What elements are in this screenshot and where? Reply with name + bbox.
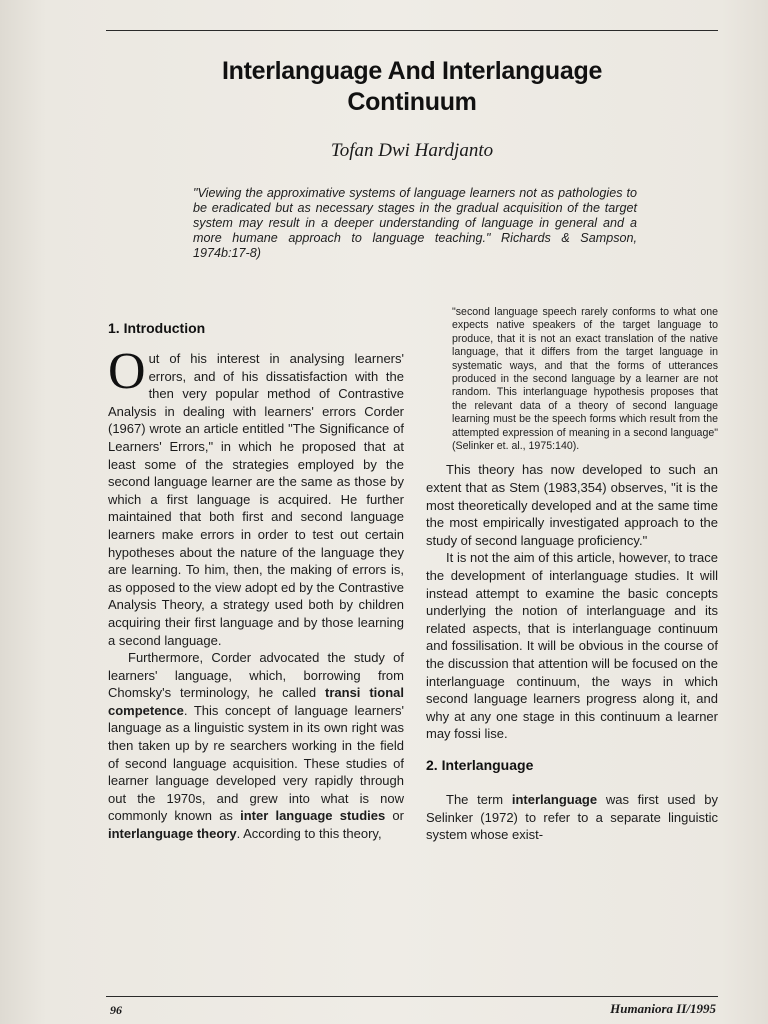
drop-cap: O	[108, 343, 146, 400]
right-paragraph-2: It is not the aim of this article, however, to trace the development of interlanguage studies. It will instead attempt to examine the basic concepts underlying the notion of interlanguage and its related aspects, that is interlanguage continuum and fossilisation. It will be obvious in the course of the discussion that attention will be focused on the interlanguage continuum, the ways in which second language learners progress along it, and why at any one stage in this continuum a learner may fossi lise.	[426, 550, 718, 742]
term-interlanguage: interlanguage	[511, 791, 598, 807]
intro-paragraph-1-text: ut of his interest in analysing learners' errors, and of his dissatisfaction with the then very popular method of Contrastive Analysis in dealing with learners' errors Corder (1967) wrote an article entitled "The Significance of Learners' Errors," in which he proposed that at least some of the strategies employed by the second language learner are the same as those by which a first language is acquired. He further maintained that both first and second language learners make errors in order to test out certain hypotheses about the nature of the language they are learning. To him, then, the making of errors is, as opposed to the view adopt ed by the Contrastive Analysis Theory, a strategy used both by children acquiring their first language and by those learning a second language.	[108, 351, 404, 648]
title-line-2: Continuum	[347, 88, 477, 116]
journal-footer: Humaniora II/1995	[610, 1001, 716, 1016]
intro-paragraph-2-text-b: . This concept of language learners' language as a linguistic system in its own right was then taken up by re searchers working in the field of second language acquisition. These studies of learner language developed very rapidly through out the 1970s, and grew into what is now commonly known as	[108, 702, 404, 824]
intro-paragraph-2	[108, 649, 404, 843]
term-interlanguage-theory: interlanguage theory	[108, 826, 237, 842]
intro-paragraph-2-text-d: . According to this theory,	[236, 826, 382, 842]
selinker-block-quote: "second language speech rarely conforms to what one expects native speakers of the target language to produce, that it is not an exact translation of the native language, that it differs from the target language in systematic ways, and that the forms of utterances produced in the second language by a learner are not random. This interlanguage hypothesis proposes that the relevant data of a theory of second language learning must be the speech forms which result from the attempted expression of meaning in a second language" (Selinker et. al., 1975:140).	[452, 306, 718, 453]
intro-paragraph-1	[108, 343, 404, 649]
section-heading-introduction: 1. Introduction	[108, 320, 206, 336]
article-title	[106, 56, 718, 118]
term-transitional-competence: transi tional competence	[108, 685, 404, 718]
left-column	[108, 320, 404, 843]
right-paragraph-3-text-a: The term	[446, 791, 512, 807]
section-heading-interlanguage: 2. Interlanguage	[426, 756, 534, 773]
intro-paragraph-2-text-a: Furthermore, Corder advocated the study of learners' language, which, borrowing from Chomsky's terminology, he called	[108, 650, 404, 701]
page-number: 96	[110, 1003, 122, 1017]
intro-paragraph-2-text-c: or	[385, 808, 404, 824]
top-rule	[106, 30, 718, 31]
right-paragraph-3-text-b: was first used by Selinker (1972) to refer to a separate linguistic system whose exist-	[426, 791, 718, 843]
right-column	[426, 306, 718, 844]
epigraph-quote: "Viewing the approximative systems of language learners not as pathologies to be eradicated but as necessary stages in the gradual acquisition of the target system may result in a deeper understanding of language in general and a more humane approach to language teaching." Richards & Sampson, 1974b:17-8)	[193, 186, 637, 260]
right-paragraph-3	[426, 791, 718, 844]
author-name: Tofan Dwi Hardjanto	[330, 140, 494, 161]
title-line-1: Interlanguage And Interlanguage	[221, 57, 603, 85]
term-interlanguage-studies: inter language studies	[240, 808, 386, 824]
right-paragraph-1: This theory has now developed to such an extent that as Stem (1983,354) observes, "it is the most theoretically developed and at the same time the most empirically investigated approach to the study of second language proficiency."	[426, 462, 718, 548]
bottom-rule	[106, 996, 718, 997]
